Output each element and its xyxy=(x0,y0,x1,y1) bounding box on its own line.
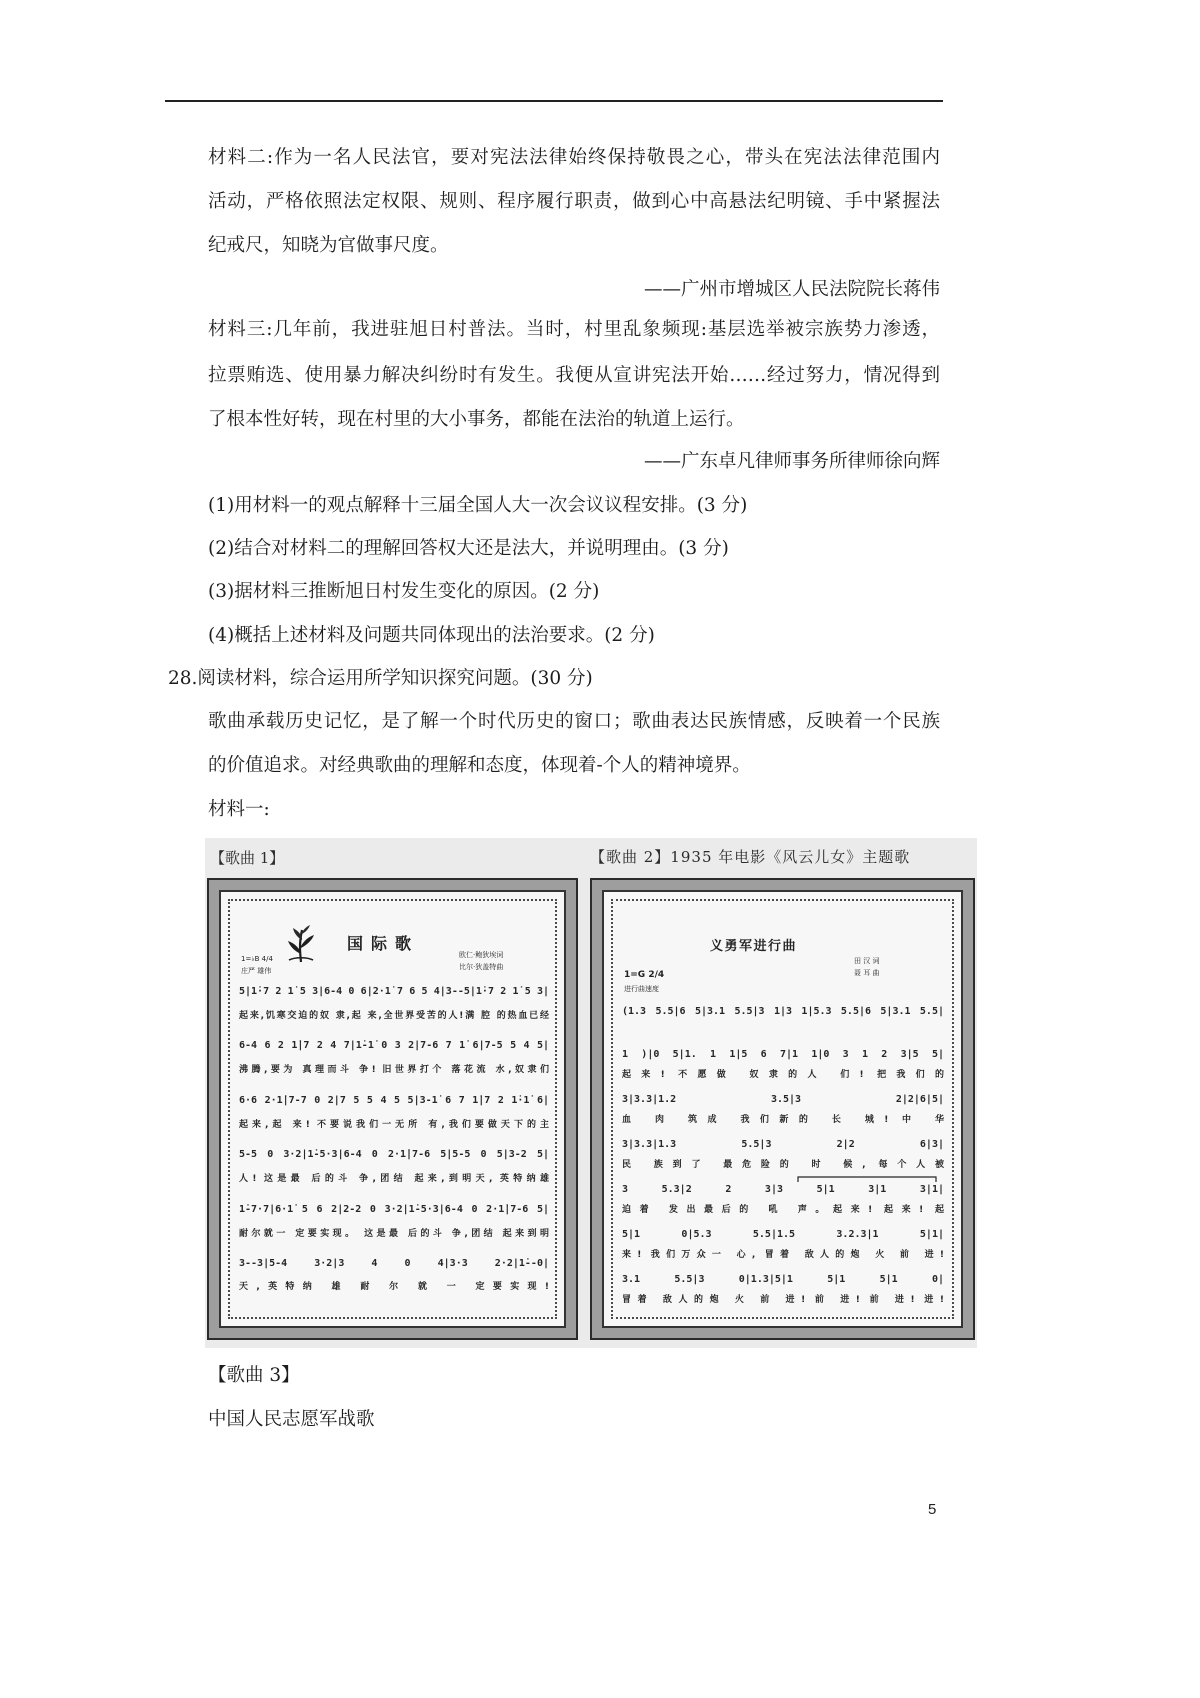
material3-line-1: 材料三:几年前，我进驻旭日村普法。当时，村里乱象频现:基层选举被宗族势力渗透， xyxy=(208,319,940,340)
song1-dotted-border xyxy=(228,899,557,1319)
song1-lyricist: 欧仁·鲍狄埃词 xyxy=(459,951,504,959)
song1-notation-row-6: 3--3|5-4 3·2|3 4 0 4|3·3 2·2|1̇--0| xyxy=(239,1258,549,1269)
question-28-intro-line-2: 的价值追求。对经典歌曲的理解和态度，体现着-个人的精神境界。 xyxy=(208,755,751,776)
header-rule xyxy=(165,100,943,102)
song2-lyrics-row-3: 民 族到了 最危险的 时 候, 每个人被 xyxy=(622,1160,944,1170)
material3-line-3: 了根本性好转，现在村里的大小事务，都能在法治的轨道上运行。 xyxy=(208,409,745,430)
song1-label: 【歌曲 1】 xyxy=(210,849,285,867)
song-sheets-figure xyxy=(205,838,977,1348)
material3-line-2: 拉票贿选、使用暴力解决纠纷时有发生。我便从宣讲宪法开始……经过努力，情况得到 xyxy=(208,365,940,386)
question-3: (3)据材料三推断旭日村发生变化的原因。(2 分) xyxy=(208,581,600,602)
song1-lyrics-row-1: 起来,饥寒交迫的奴 隶,起 来,全世界受苦的人!满 腔 的热血已经 xyxy=(239,1011,549,1021)
song2-lyrics-row-5: 来! 我们万众一 心, 冒着 敌人的炮 火 前 进! xyxy=(622,1250,944,1260)
song2-composer: 聂 耳 曲 xyxy=(854,969,880,977)
song2-lyrics-row-2: 血 肉 筑成 我们新的 长 城! 中 华 xyxy=(622,1115,944,1125)
material2-line-1: 材料二:作为一名人民法官，要对宪法法律始终保持敬畏之心，带头在宪法法律范围内 xyxy=(208,147,940,168)
song1-sheet xyxy=(207,878,578,1340)
song1-notation-row-1: 5|1̇·7 2 1̇ 5 3|6-4 0 6|2·1̇ 7 6 5 4|3--5|1̇·7 2 1̇ 5 3| xyxy=(239,986,549,997)
question-28-intro-line-1: 歌曲承载历史记忆，是了解一个时代历史的窗口；歌曲表达民族情感，反映着一个民族 xyxy=(208,711,940,732)
song2-tempo: 进行曲速度 xyxy=(624,985,659,993)
song2-notation-intro: (1.3 5.5|6 5|3.1 5.5|3 1|3 1|5.3 5.5|6 5|3.1 5.5| xyxy=(622,1006,944,1017)
material2-line-2: 活动，严格依照法定权限、规则、程序履行职责，做到心中高悬法纪明镜、手中紧握法 xyxy=(208,191,940,212)
question-2: (2)结合对材料二的理解回答权大还是法大，并说明理由。(3 分) xyxy=(208,538,729,559)
song1-notation-row-4: 5-5 0 3·2|1̇-5·3|6-4 0 2·1̇|7-6 5|5-5 0 5|3-2 5| xyxy=(239,1149,549,1160)
song1-lyrics-row-4: 人! 这是最 后的斗 争,团结 起来,到明天, 英特纳雄 xyxy=(239,1174,549,1184)
song1-lyrics-row-3: 起来,起 来! 不要说我们一无所 有,我们要做天下的主 xyxy=(239,1120,549,1130)
question-28-stem: 28.阅读材料，综合运用所学知识探究问题。(30 分) xyxy=(168,668,593,689)
song1-notation-row-5: 1̇-7·7|6·1̇ 5 6 2|2-2 0 3·2|1̇-5·3|6-4 0 2·1̇|7-6 5| xyxy=(239,1204,549,1215)
song2-notation-row-1: 1 )|0 5|1. 1 1|5 6 7|1 1|0 3 1 2 3|5 5| xyxy=(622,1049,944,1060)
song2-lyrics-row-1: 起来! 不愿做 奴隶的人 们! 把我们的 xyxy=(622,1070,944,1080)
question-1: (1)用材料一的观点解释十三届全国人大一次会议议程安排。(3 分) xyxy=(208,495,748,516)
song1-tempo: 庄严 雄伟 xyxy=(241,967,272,975)
material2-attribution: ——广州市增城区人民法院院长蒋伟 xyxy=(643,279,940,300)
page-number: 5 xyxy=(928,1501,937,1518)
song3-label: 【歌曲 3】 xyxy=(208,1365,300,1386)
song1-composer: 比尔·狄盖特曲 xyxy=(459,963,504,971)
song2-title: 义勇军进行曲 xyxy=(710,939,798,954)
song2-key: 1=G 2/4 xyxy=(624,970,665,980)
song1-lyrics-row-5: 耐尔就一 定要实现。 这是最 后的斗 争,团结 起来到明 xyxy=(239,1229,549,1239)
song1-lyrics-row-6: 天,英特纳 雄 耐 尔 就 一 定要实现! xyxy=(239,1282,549,1292)
song2-lyrics-row-6: 冒着 敌人的炮 火 前 进! 前 进! 前 进! 进! xyxy=(622,1295,944,1305)
song2-notation-row-2: 3|3.3|1.2 3.5|3 2|2|6|5| xyxy=(622,1094,944,1105)
song1-title: 国际歌 xyxy=(347,934,420,953)
song2-notation-row-6: 3.1 5.5|3 0|1.3|5|1 5|1 5|1 0| xyxy=(622,1274,944,1285)
song1-notation-row-2: 6-4 6 2 1̇|7 2 4 7|1̇-1̇ 0 3 2|7-6 7 1̇ 6|7-5 5 4 5| xyxy=(239,1040,549,1051)
ornament-illustration xyxy=(285,924,317,964)
song2-tie-mark xyxy=(797,1175,937,1183)
material2-line-3: 纪戒尺，知晓为官做事尺度。 xyxy=(208,235,449,256)
song1-lyrics-row-2: 沸腾,要为 真理而斗 争! 旧世界打个 落花流 水,奴隶们 xyxy=(239,1065,549,1075)
song3-title: 中国人民志愿军战歌 xyxy=(208,1409,375,1430)
song2-notation-row-4: 3 5.3|2 2 3|3 5|1 3|1 3|1| xyxy=(622,1184,944,1195)
question-4: (4)概括上述材料及问题共同体现出的法治要求。(2 分) xyxy=(208,625,655,646)
song2-lyricist: 田 汉 词 xyxy=(854,957,880,965)
song2-notation-row-5: 5|1 0|5.3 5.5|1.5 3.2.3|1 5|1| xyxy=(622,1229,944,1240)
song2-notation-row-3: 3|3.3|1.3 5.5|3 2|2 6|3| xyxy=(622,1139,944,1150)
song2-sheet xyxy=(590,878,975,1340)
song2-lyrics-row-4: 迫着 发出最后的 吼 声。起来! 起来! 起 xyxy=(622,1205,944,1215)
song1-notation-row-3: 6·6 2·1̇|7-7 0 2|7 5 5 4 5 5|3-1̇ 6 7 1̇|7 2 1̇·1̇ 6| xyxy=(239,1095,549,1106)
material1-label: 材料一: xyxy=(208,799,270,820)
song2-label: 【歌曲 2】1935 年电影《风云儿女》主题歌 xyxy=(590,848,911,866)
material3-attribution: ——广东卓凡律师事务所律师徐向辉 xyxy=(643,451,940,472)
song1-key: 1=♭B 4/4 xyxy=(241,955,273,963)
